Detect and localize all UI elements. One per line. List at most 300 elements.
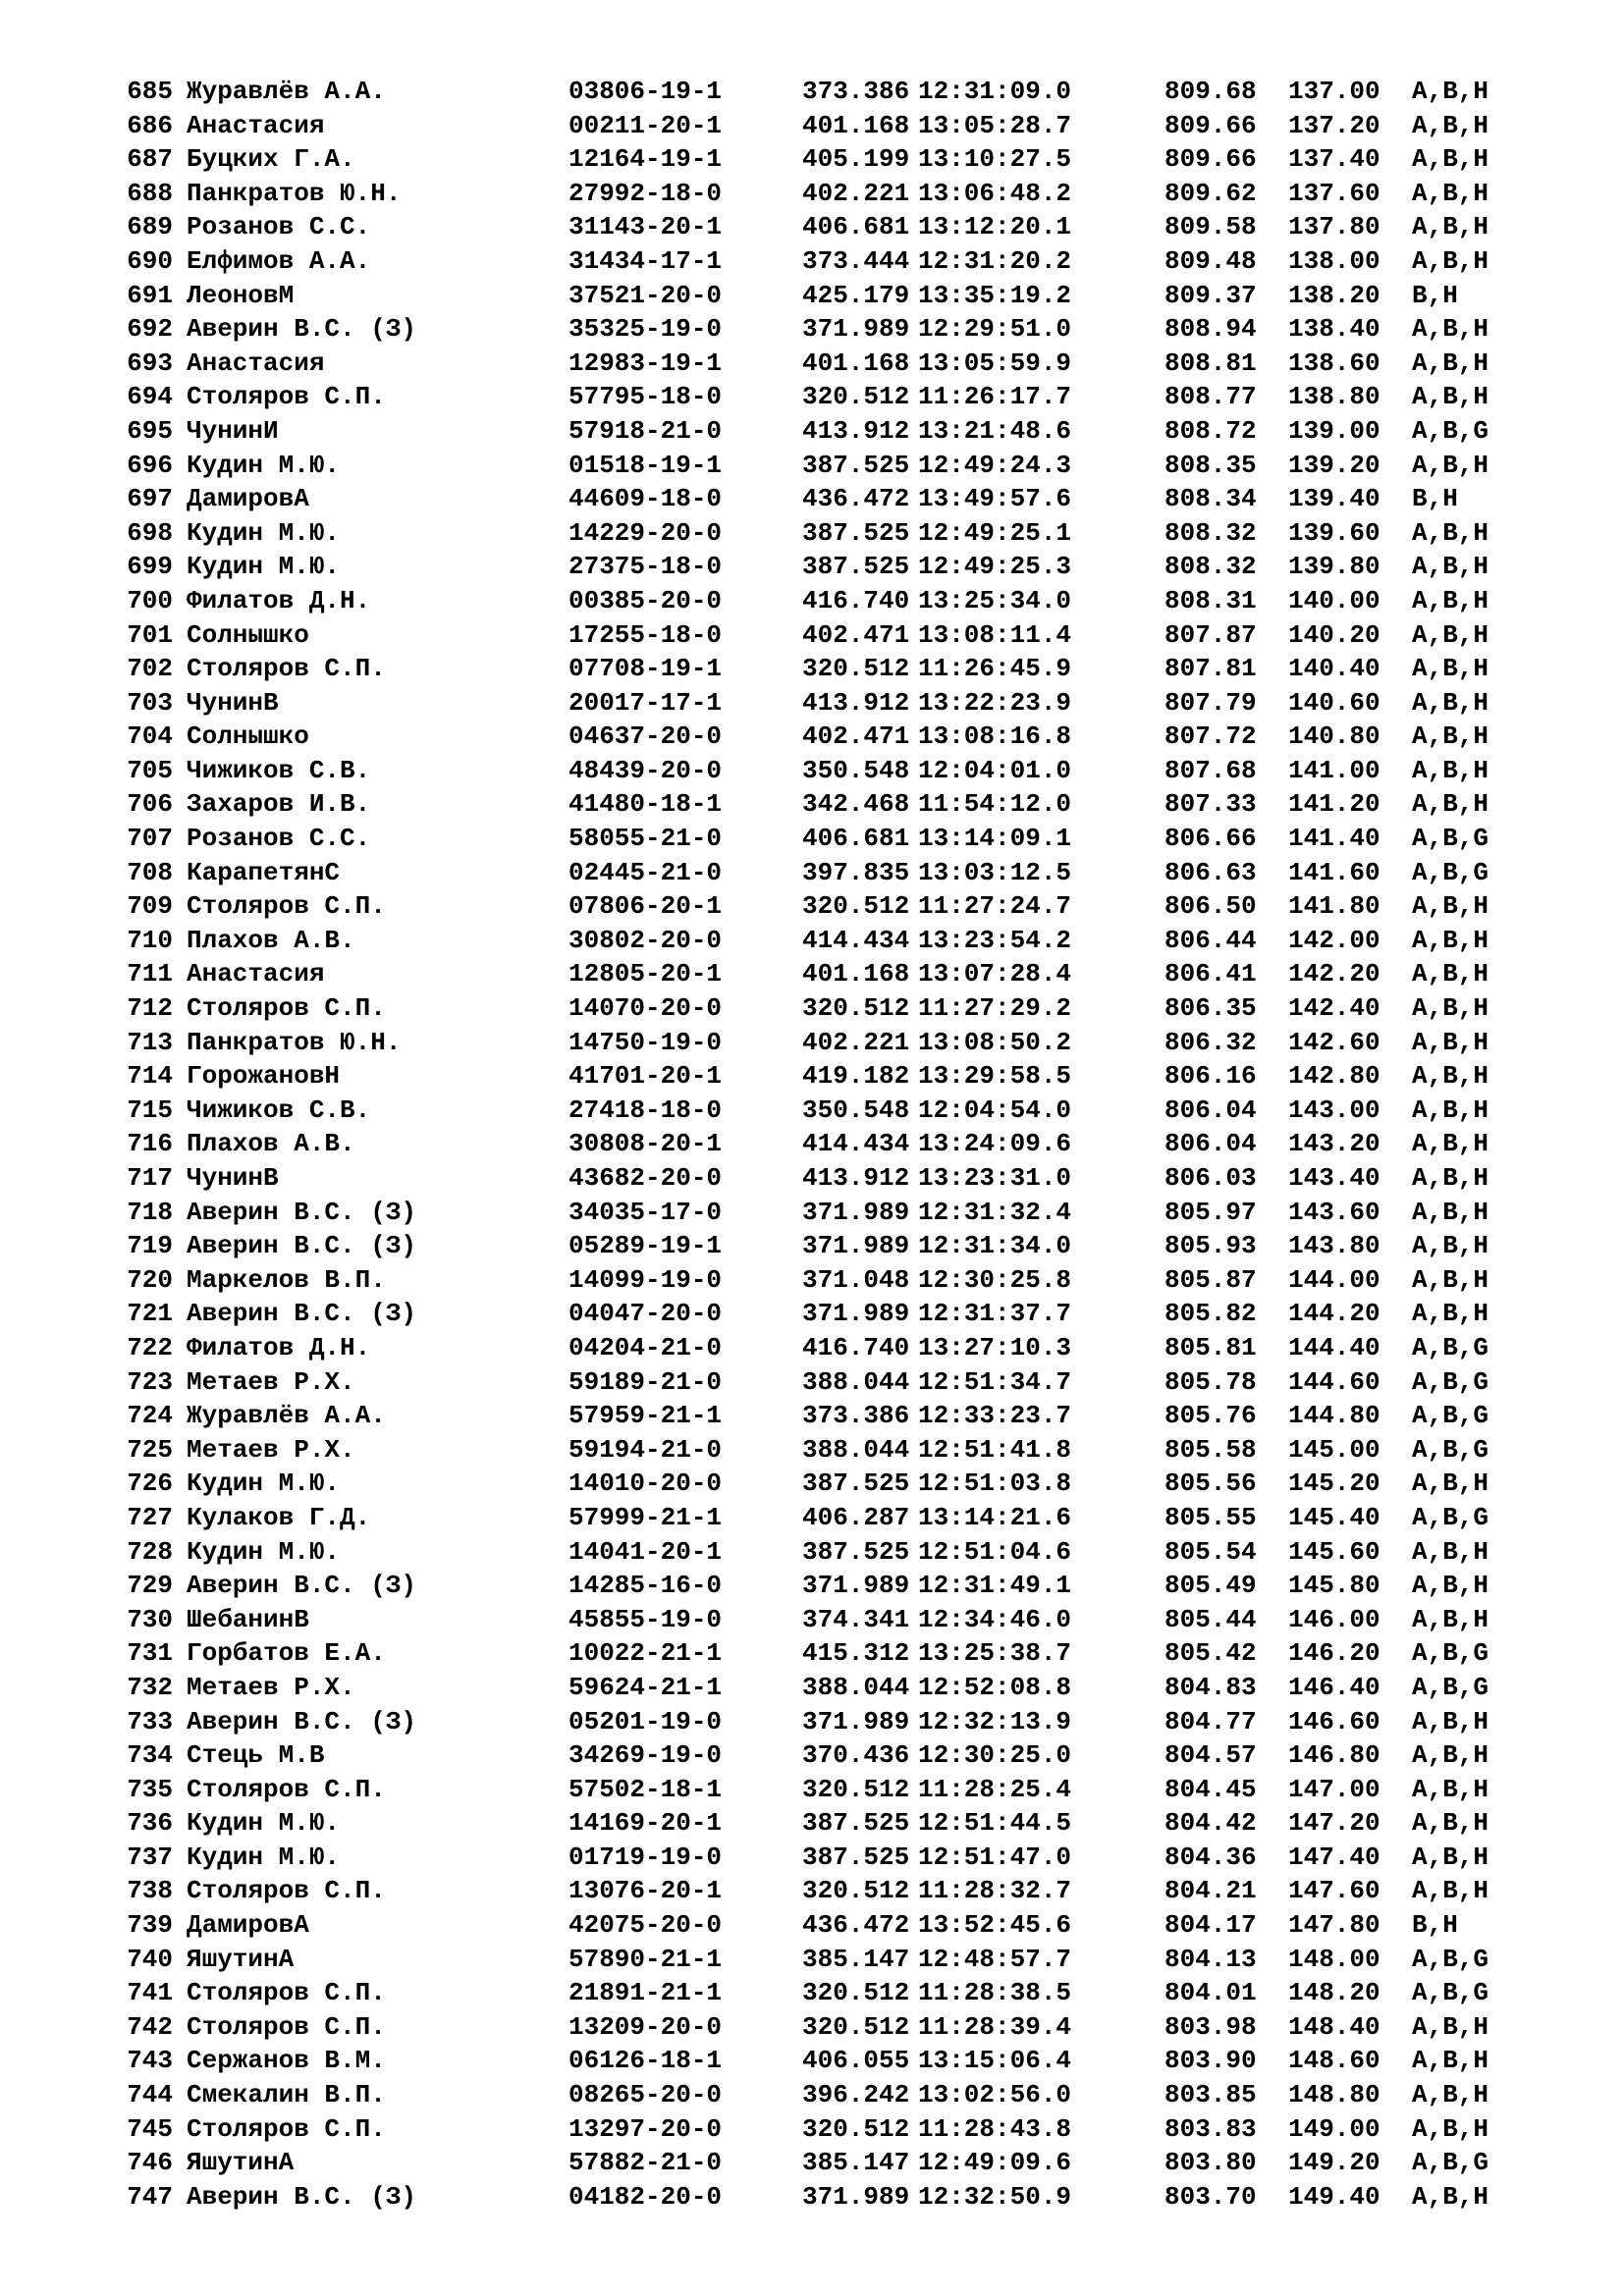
- arrival-time: 13:52:45.6: [918, 1910, 1072, 1941]
- category-flags: A,B,H: [1412, 1163, 1489, 1193]
- distance-value: 371.989: [802, 1231, 910, 1261]
- coefficient-value: 145.60: [1288, 1536, 1380, 1567]
- participant-name: Столяров С.П.: [187, 1876, 386, 1906]
- category-flags: A,B,H: [1412, 1468, 1489, 1499]
- ring-number: 14010-20-0: [568, 1468, 723, 1499]
- category-flags: A,B,H: [1412, 1061, 1489, 1092]
- participant-name: Метаев Р.Х.: [187, 1434, 355, 1465]
- arrival-time: 13:27:10.3: [918, 1332, 1072, 1362]
- distance-value: 371.989: [802, 1706, 910, 1736]
- coefficient-value: 146.60: [1288, 1706, 1380, 1736]
- coefficient-value: 144.00: [1288, 1264, 1380, 1295]
- coefficient-value: 144.20: [1288, 1299, 1380, 1329]
- speed-value: 805.97: [1164, 1197, 1257, 1227]
- arrival-time: 11:54:12.0: [918, 789, 1072, 820]
- result-row: [116, 1399, 1530, 1433]
- coefficient-value: 144.40: [1288, 1332, 1380, 1362]
- result-row: [116, 75, 1530, 109]
- result-row: [116, 2180, 1530, 2215]
- ring-number: 45855-19-0: [568, 1604, 723, 1634]
- place-number: 742: [127, 2011, 173, 2042]
- coefficient-value: 139.80: [1288, 552, 1380, 582]
- distance-value: 397.835: [802, 857, 910, 887]
- category-flags: A,B,H: [1412, 1536, 1489, 1567]
- category-flags: A,B,H: [1412, 2181, 1489, 2212]
- speed-value: 806.03: [1164, 1163, 1257, 1193]
- distance-value: 370.436: [802, 1740, 910, 1771]
- participant-name: Кудин М.Ю.: [187, 552, 341, 582]
- participant-name: Кулаков Г.Д.: [187, 1502, 371, 1532]
- arrival-time: 13:15:06.4: [918, 2046, 1072, 2076]
- distance-value: 414.434: [802, 925, 910, 955]
- result-row: [116, 347, 1530, 381]
- distance-value: 419.182: [802, 1061, 910, 1092]
- participant-name: ЯшутинА: [187, 2148, 295, 2178]
- speed-value: 803.85: [1164, 2080, 1257, 2110]
- participant-name: Чижиков С.В.: [187, 1095, 371, 1125]
- category-flags: A,B,H: [1412, 1299, 1489, 1329]
- place-number: 691: [127, 280, 173, 310]
- category-flags: A,B,H: [1412, 1129, 1489, 1159]
- speed-value: 809.66: [1164, 110, 1257, 140]
- ring-number: 12164-19-1: [568, 144, 723, 175]
- category-flags: A,B,H: [1412, 110, 1489, 140]
- results-list: [116, 75, 1530, 2214]
- distance-value: 406.287: [802, 1502, 910, 1532]
- coefficient-value: 140.80: [1288, 721, 1380, 752]
- ring-number: 01719-19-0: [568, 1842, 723, 1872]
- ring-number: 14285-16-0: [568, 1571, 723, 1601]
- coefficient-value: 142.20: [1288, 959, 1380, 989]
- distance-value: 320.512: [802, 1876, 910, 1906]
- category-flags: A,B,G: [1412, 1672, 1489, 1702]
- result-row: [116, 991, 1530, 1026]
- coefficient-value: 142.80: [1288, 1061, 1380, 1092]
- participant-name: Филатов Д.Н.: [187, 585, 371, 615]
- category-flags: B,H: [1412, 1910, 1458, 1941]
- participant-name: Солнышко: [187, 721, 309, 752]
- place-number: 725: [127, 1434, 173, 1465]
- participant-name: ЧунинВ: [187, 687, 279, 718]
- place-number: 692: [127, 314, 173, 345]
- arrival-time: 12:31:32.4: [918, 1197, 1072, 1227]
- speed-value: 807.87: [1164, 619, 1257, 650]
- speed-value: 807.68: [1164, 755, 1257, 785]
- distance-value: 387.525: [802, 1468, 910, 1499]
- coefficient-value: 149.00: [1288, 2113, 1380, 2144]
- arrival-time: 12:34:46.0: [918, 1604, 1072, 1634]
- participant-name: Плахов А.В.: [187, 925, 355, 955]
- result-row: [116, 1196, 1530, 1230]
- category-flags: A,B,G: [1412, 1366, 1489, 1397]
- arrival-time: 13:14:09.1: [918, 824, 1072, 854]
- coefficient-value: 142.60: [1288, 1027, 1380, 1057]
- category-flags: A,B,H: [1412, 1197, 1489, 1227]
- result-row: [116, 1026, 1530, 1060]
- category-flags: A,B,H: [1412, 1571, 1489, 1601]
- speed-value: 804.77: [1164, 1706, 1257, 1736]
- participant-name: ЧунинВ: [187, 1163, 279, 1193]
- result-row: [116, 822, 1530, 856]
- coefficient-value: 142.00: [1288, 925, 1380, 955]
- participant-name: Кудин М.Ю.: [187, 450, 341, 480]
- category-flags: A,B,H: [1412, 517, 1489, 548]
- place-number: 685: [127, 77, 173, 106]
- ring-number: 57795-18-0: [568, 382, 723, 412]
- speed-value: 805.87: [1164, 1264, 1257, 1295]
- category-flags: A,B,H: [1412, 2046, 1489, 2076]
- place-number: 733: [127, 1706, 173, 1736]
- speed-value: 808.81: [1164, 347, 1257, 378]
- category-flags: A,B,H: [1412, 1027, 1489, 1057]
- participant-name: Чижиков С.В.: [187, 755, 371, 785]
- speed-value: 805.76: [1164, 1401, 1257, 1431]
- place-number: 732: [127, 1672, 173, 1702]
- ring-number: 14750-19-0: [568, 1027, 723, 1057]
- distance-value: 406.681: [802, 212, 910, 242]
- arrival-time: 12:51:41.8: [918, 1434, 1072, 1465]
- result-row: [116, 550, 1530, 584]
- place-number: 698: [127, 517, 173, 548]
- result-row: [116, 889, 1530, 924]
- ring-number: 57918-21-0: [568, 415, 723, 446]
- coefficient-value: 139.60: [1288, 517, 1380, 548]
- arrival-time: 13:06:48.2: [918, 178, 1072, 208]
- arrival-time: 11:26:45.9: [918, 654, 1072, 684]
- speed-value: 806.63: [1164, 857, 1257, 887]
- distance-value: 385.147: [802, 2148, 910, 2178]
- speed-value: 808.31: [1164, 585, 1257, 615]
- participant-name: Анастасия: [187, 959, 325, 989]
- result-row: [116, 1569, 1530, 1603]
- arrival-time: 12:51:34.7: [918, 1366, 1072, 1397]
- place-number: 697: [127, 484, 173, 514]
- speed-value: 808.77: [1164, 382, 1257, 412]
- arrival-time: 12:52:08.8: [918, 1672, 1072, 1702]
- coefficient-value: 141.20: [1288, 789, 1380, 820]
- ring-number: 13297-20-0: [568, 2113, 723, 2144]
- place-number: 705: [127, 755, 173, 785]
- ring-number: 30802-20-0: [568, 925, 723, 955]
- participant-name: Столяров С.П.: [187, 891, 386, 922]
- participant-name: Столяров С.П.: [187, 1978, 386, 2008]
- participant-name: Горбатов Е.А.: [187, 1638, 386, 1669]
- coefficient-value: 141.40: [1288, 824, 1380, 854]
- coefficient-value: 137.00: [1288, 77, 1380, 106]
- result-row: [116, 1263, 1530, 1298]
- ring-number: 01518-19-1: [568, 450, 723, 480]
- category-flags: A,B,H: [1412, 212, 1489, 242]
- participant-name: Аверин В.С. (З): [187, 1197, 417, 1227]
- result-row: [116, 1501, 1530, 1535]
- arrival-time: 13:21:48.6: [918, 415, 1072, 446]
- place-number: 730: [127, 1604, 173, 1634]
- participant-name: Кудин М.Ю.: [187, 1842, 341, 1872]
- coefficient-value: 143.00: [1288, 1095, 1380, 1125]
- arrival-time: 13:08:50.2: [918, 1027, 1072, 1057]
- category-flags: A,B,H: [1412, 755, 1489, 785]
- category-flags: A,B,H: [1412, 959, 1489, 989]
- arrival-time: 13:08:16.8: [918, 721, 1072, 752]
- place-number: 736: [127, 1808, 173, 1839]
- participant-name: ДамировА: [187, 484, 309, 514]
- coefficient-value: 137.60: [1288, 178, 1380, 208]
- speed-value: 806.66: [1164, 824, 1257, 854]
- distance-value: 388.044: [802, 1672, 910, 1702]
- result-row: [116, 2146, 1530, 2180]
- ring-number: 48439-20-0: [568, 755, 723, 785]
- category-flags: A,B,H: [1412, 245, 1489, 276]
- participant-name: Кудин М.Ю.: [187, 1536, 341, 1567]
- distance-value: 396.242: [802, 2080, 910, 2110]
- category-flags: A,B,G: [1412, 1434, 1489, 1465]
- distance-value: 401.168: [802, 347, 910, 378]
- category-flags: A,B,H: [1412, 314, 1489, 345]
- speed-value: 804.42: [1164, 1808, 1257, 1839]
- distance-value: 320.512: [802, 2011, 910, 2042]
- arrival-time: 12:32:13.9: [918, 1706, 1072, 1736]
- distance-value: 413.912: [802, 415, 910, 446]
- distance-value: 350.548: [802, 755, 910, 785]
- participant-name: Аверин В.С. (З): [187, 2181, 417, 2212]
- result-row: [116, 1976, 1530, 2010]
- place-number: 690: [127, 245, 173, 276]
- arrival-time: 13:14:21.6: [918, 1502, 1072, 1532]
- place-number: 719: [127, 1231, 173, 1261]
- ring-number: 21891-21-1: [568, 1978, 723, 2008]
- place-number: 727: [127, 1502, 173, 1532]
- coefficient-value: 148.80: [1288, 2080, 1380, 2110]
- place-number: 711: [127, 959, 173, 989]
- participant-name: ДамировА: [187, 1910, 309, 1941]
- coefficient-value: 147.40: [1288, 1842, 1380, 1872]
- place-number: 716: [127, 1129, 173, 1159]
- arrival-time: 12:51:47.0: [918, 1842, 1072, 1872]
- ring-number: 12983-19-1: [568, 347, 723, 378]
- speed-value: 807.72: [1164, 721, 1257, 752]
- speed-value: 805.93: [1164, 1231, 1257, 1261]
- speed-value: 804.83: [1164, 1672, 1257, 1702]
- ring-number: 41701-20-1: [568, 1061, 723, 1092]
- result-row: [116, 1636, 1530, 1671]
- category-flags: A,B,H: [1412, 891, 1489, 922]
- category-flags: A,B,H: [1412, 552, 1489, 582]
- distance-value: 387.525: [802, 517, 910, 548]
- ring-number: 27992-18-0: [568, 178, 723, 208]
- coefficient-value: 141.60: [1288, 857, 1380, 887]
- participant-name: Журавлёв А.А.: [187, 77, 386, 106]
- distance-value: 342.468: [802, 789, 910, 820]
- participant-name: Буцких Г.А.: [187, 144, 355, 175]
- place-number: 738: [127, 1876, 173, 1906]
- result-row: [116, 1874, 1530, 1908]
- result-row: [116, 279, 1530, 313]
- ring-number: 14099-19-0: [568, 1264, 723, 1295]
- category-flags: A,B,H: [1412, 1808, 1489, 1839]
- distance-value: 388.044: [802, 1434, 910, 1465]
- place-number: 699: [127, 552, 173, 582]
- result-row: [116, 957, 1530, 991]
- arrival-time: 12:30:25.8: [918, 1264, 1072, 1295]
- category-flags: A,B,H: [1412, 382, 1489, 412]
- ring-number: 57502-18-1: [568, 1774, 723, 1804]
- category-flags: A,B,H: [1412, 178, 1489, 208]
- result-row: [116, 1297, 1530, 1331]
- place-number: 696: [127, 450, 173, 480]
- place-number: 739: [127, 1910, 173, 1941]
- ring-number: 04204-21-0: [568, 1332, 723, 1362]
- distance-value: 373.386: [802, 77, 910, 106]
- ring-number: 14169-20-1: [568, 1808, 723, 1839]
- speed-value: 809.58: [1164, 212, 1257, 242]
- place-number: 722: [127, 1332, 173, 1362]
- result-row: [116, 1229, 1530, 1263]
- place-number: 689: [127, 212, 173, 242]
- category-flags: A,B,H: [1412, 1876, 1489, 1906]
- place-number: 720: [127, 1264, 173, 1295]
- distance-value: 371.989: [802, 1197, 910, 1227]
- place-number: 710: [127, 925, 173, 955]
- participant-name: Розанов С.С.: [187, 212, 371, 242]
- coefficient-value: 138.20: [1288, 280, 1380, 310]
- distance-value: 374.341: [802, 1604, 910, 1634]
- ring-number: 27375-18-0: [568, 552, 723, 582]
- result-row: [116, 1433, 1530, 1468]
- speed-value: 805.44: [1164, 1604, 1257, 1634]
- distance-value: 405.199: [802, 144, 910, 175]
- category-flags: A,B,G: [1412, 1944, 1489, 1974]
- place-number: 740: [127, 1944, 173, 1974]
- distance-value: 425.179: [802, 280, 910, 310]
- place-number: 717: [127, 1163, 173, 1193]
- category-flags: A,B,G: [1412, 857, 1489, 887]
- coefficient-value: 149.20: [1288, 2148, 1380, 2178]
- arrival-time: 13:08:11.4: [918, 619, 1072, 650]
- category-flags: A,B,G: [1412, 1978, 1489, 2008]
- speed-value: 803.98: [1164, 2011, 1257, 2042]
- place-number: 746: [127, 2148, 173, 2178]
- category-flags: A,B,H: [1412, 1740, 1489, 1771]
- participant-name: Розанов С.С.: [187, 824, 371, 854]
- participant-name: ЯшутинА: [187, 1944, 295, 1974]
- distance-value: 320.512: [802, 1978, 910, 2008]
- ring-number: 27418-18-0: [568, 1095, 723, 1125]
- arrival-time: 11:28:32.7: [918, 1876, 1072, 1906]
- speed-value: 804.13: [1164, 1944, 1257, 1974]
- ring-number: 14070-20-0: [568, 993, 723, 1024]
- ring-number: 10022-21-1: [568, 1638, 723, 1669]
- ring-number: 34269-19-0: [568, 1740, 723, 1771]
- place-number: 688: [127, 178, 173, 208]
- category-flags: A,B,H: [1412, 721, 1489, 752]
- ring-number: 35325-19-0: [568, 314, 723, 345]
- speed-value: 806.04: [1164, 1129, 1257, 1159]
- coefficient-value: 139.20: [1288, 450, 1380, 480]
- coefficient-value: 142.40: [1288, 993, 1380, 1024]
- arrival-time: 12:49:25.3: [918, 552, 1072, 582]
- distance-value: 320.512: [802, 382, 910, 412]
- participant-name: ШебанинВ: [187, 1604, 309, 1634]
- participant-name: Столяров С.П.: [187, 993, 386, 1024]
- speed-value: 804.21: [1164, 1876, 1257, 1906]
- distance-value: 413.912: [802, 687, 910, 718]
- place-number: 718: [127, 1197, 173, 1227]
- participant-name: Сержанов В.М.: [187, 2046, 386, 2076]
- result-row: [116, 210, 1530, 244]
- arrival-time: 12:48:57.7: [918, 1944, 1072, 1974]
- participant-name: Столяров С.П.: [187, 382, 386, 412]
- place-number: 729: [127, 1571, 173, 1601]
- coefficient-value: 138.60: [1288, 347, 1380, 378]
- speed-value: 808.35: [1164, 450, 1257, 480]
- participant-name: Аверин В.С. (З): [187, 1706, 417, 1736]
- result-row: [116, 2044, 1530, 2078]
- participant-name: Панкратов Ю.Н.: [187, 1027, 402, 1057]
- ring-number: 07708-19-1: [568, 654, 723, 684]
- ring-number: 02445-21-0: [568, 857, 723, 887]
- arrival-time: 11:28:25.4: [918, 1774, 1072, 1804]
- speed-value: 805.82: [1164, 1299, 1257, 1329]
- place-number: 735: [127, 1774, 173, 1804]
- distance-value: 350.548: [802, 1095, 910, 1125]
- result-row: [116, 2078, 1530, 2112]
- result-row: [116, 1841, 1530, 1875]
- ring-number: 59624-21-1: [568, 1672, 723, 1702]
- result-row: [116, 754, 1530, 788]
- arrival-time: 13:12:20.1: [918, 212, 1072, 242]
- arrival-time: 13:25:34.0: [918, 585, 1072, 615]
- distance-value: 320.512: [802, 891, 910, 922]
- result-row: [116, 516, 1530, 551]
- place-number: 734: [127, 1740, 173, 1771]
- result-row: [116, 1943, 1530, 1977]
- speed-value: 809.48: [1164, 245, 1257, 276]
- result-row: [116, 652, 1530, 686]
- result-row: [116, 2112, 1530, 2147]
- result-row: [116, 924, 1530, 958]
- participant-name: Солнышко: [187, 619, 309, 650]
- coefficient-value: 137.20: [1288, 110, 1380, 140]
- place-number: 721: [127, 1299, 173, 1329]
- distance-value: 414.434: [802, 1129, 910, 1159]
- category-flags: A,B,G: [1412, 824, 1489, 854]
- ring-number: 00385-20-0: [568, 585, 723, 615]
- speed-value: 806.32: [1164, 1027, 1257, 1057]
- category-flags: A,B,H: [1412, 1095, 1489, 1125]
- distance-value: 371.989: [802, 1571, 910, 1601]
- participant-name: Столяров С.П.: [187, 2113, 386, 2144]
- category-flags: A,B,H: [1412, 450, 1489, 480]
- result-row: [116, 380, 1530, 414]
- distance-value: 320.512: [802, 993, 910, 1024]
- place-number: 741: [127, 1978, 173, 2008]
- result-row: [116, 177, 1530, 211]
- speed-value: 808.34: [1164, 484, 1257, 514]
- arrival-time: 12:31:37.7: [918, 1299, 1072, 1329]
- category-flags: A,B,H: [1412, 77, 1489, 106]
- distance-value: 371.048: [802, 1264, 910, 1295]
- place-number: 703: [127, 687, 173, 718]
- result-row: [116, 1705, 1530, 1739]
- result-row: [116, 1059, 1530, 1094]
- result-row: [116, 1127, 1530, 1161]
- distance-value: 387.525: [802, 552, 910, 582]
- distance-value: 373.444: [802, 245, 910, 276]
- place-number: 724: [127, 1401, 173, 1431]
- arrival-time: 12:30:25.0: [918, 1740, 1072, 1771]
- coefficient-value: 145.00: [1288, 1434, 1380, 1465]
- ring-number: 31143-20-1: [568, 212, 723, 242]
